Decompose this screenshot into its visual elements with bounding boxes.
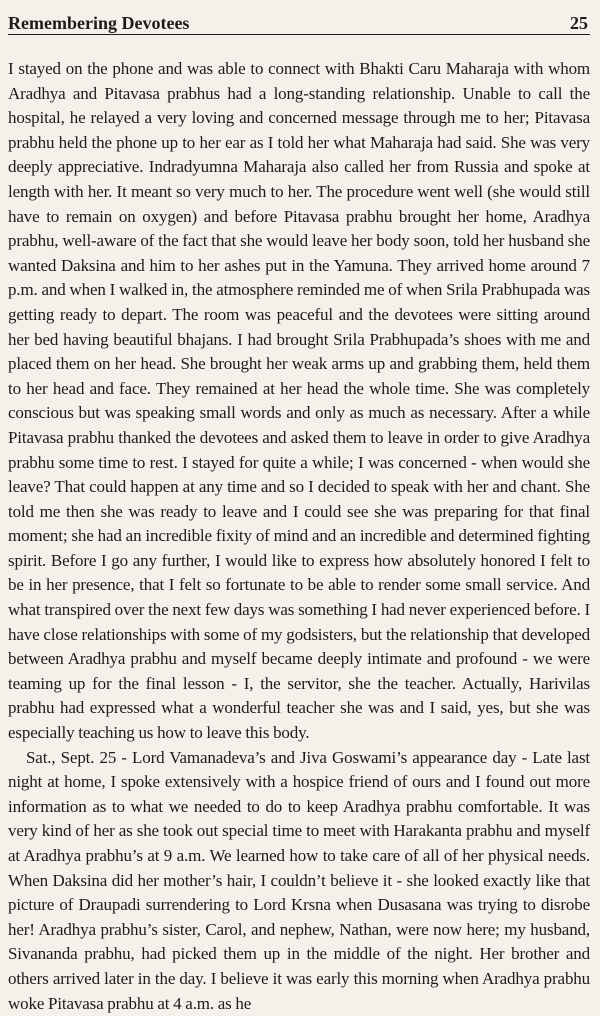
paragraph-hospital-return: I stayed on the phone and was able to connect with Bhakti Caru Maharaja with whom Aradhya and Pitavasa prabhus had a long-standing relationship. Unable to call the hospital, he relayed a very loving and concerned message through me to her; Pitavasa prabhu held the phone up to her ear as I told her what Maharaja had said. She was very deeply appreciative. Indradyumna Maharaja also called her from Russia and spoke at length with her. It meant so very much to her. The procedure went well (she would still have to remain on oxygen) and before Pitavasa prabhu brought her home, Aradhya prabhu, well-aware of the fact that she would leave her body soon, told her husband she wanted Daksina and him to her ashes put in the Yamuna. They arrived home around 7 p.m. and when I walked in, the atmosphere reminded me of when Srila Prabhupada was getting ready to depart. The room was peaceful and the devotees were sitting around her bed having beautiful bhajans. I had brought Srila Prabhupada’s shoes with me and placed them on her head. She brought her weak arms up and grabbing them, held them to her head and face. They remained at her head the whole time. She was completely conscious but was speaking small words and only as much as necessary. After a while Pitavasa prabhu thanked the devotees and asked them to leave in order to give Aradhya prabhu some time to rest. I stayed for quite a while; I was concerned - when would she leave? That could happen at any time and so I decided to speak with her and chant. She told me then she was ready to leave and I could see she was preparing for that final moment; she had an incredible fixity of mind and an incredible and determined fighting spirit. Before I go any further, I would like to express how absolutely honored I felt to be in her presence, that I felt so fortunate to be able to render some small service. And what transpired over the next few days was something I had never experienced before. I have close relationships with some of my godsisters, but the relationship that developed between Aradhya prabhu and myself became deeply intimate and profound - we were teaming up for the final lesson - I, the servitor, she the teacher. Actually, Harivilas prabhu had expressed what a wonderful teacher she was and I said, yes, but she was especially teaching us how to leave this body. bbox=[8, 59, 590, 743]
running-head bbox=[8, 6, 590, 35]
paragraph-sept-25: Sat., Sept. 25 - Lord Vamanadeva’s and Jiva Goswami’s appearance day - Late last night at home, I spoke extensively with a hospice friend of ours and I found out more information as to what we needed to do to keep Aradhya prabhu comfortable. It was very kind of her as she took out special time to meet with Harakanta prabhu and myself at Aradhya prabhu’s at 9 a.m. We learned how to take care of all of her physical needs. When Daksina did her mother’s hair, I couldn’t believe it - she looked exactly like that picture of Draupadi surrendering to Lord Krsna when Dusasana was trying to disrobe her! Aradhya prabhu’s sister, Carol, and nephew, Nathan, were now here; my husband, Sivananda prabhu, had picked them up in the middle of the night. Her brother and others arrived later in the day. I believe it was early this morning when Aradhya prabhu woke Pitavasa prabhu at 4 a.m. as he bbox=[8, 747, 590, 1013]
page-number: 25 bbox=[570, 13, 588, 33]
running-head-title: Remembering Devotees bbox=[8, 13, 190, 33]
body-text bbox=[8, 57, 590, 1016]
